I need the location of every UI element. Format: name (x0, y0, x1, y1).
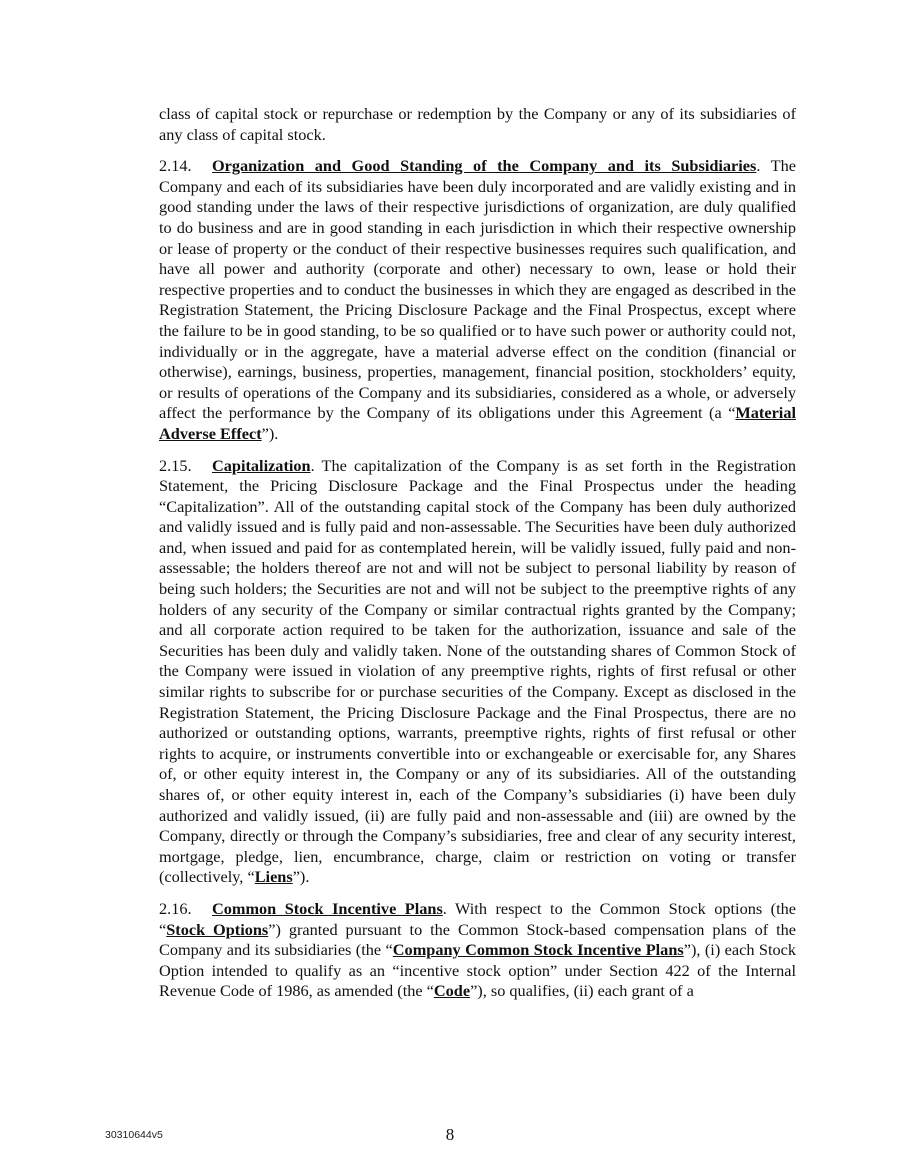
section-text: ”), (i) each Stock Option intended to qualify as an “incentive stock option” under Section 422 of the Internal Revenue Code of 1986, as amended (the “ (159, 940, 797, 1001)
section-heading: Organization and Good Standing of the Company and its Subsidiaries (212, 156, 757, 176)
section-number: 2.16. (159, 898, 192, 918)
defined-term: Company Common Stock Incentive Plans (392, 940, 684, 960)
section-text: ”) granted pursuant to the Common Stock-based compensation plans of the Company and its subsidiaries (the “ (159, 919, 796, 960)
section-2-14 (159, 156, 796, 444)
section-number: 2.14. (159, 156, 192, 176)
page-number: 8 (445, 1125, 455, 1144)
section-2-16 (159, 899, 796, 1002)
paragraph-continuation (159, 104, 796, 145)
section-text: . The capitalization of the Company is as set forth in the Registration Statement, the Pricing Disclosure Package and the Final Prospectus under the heading “Capitalization”. All of the outstanding capital stock of the Company has been duly authorized and validly issued and is fully paid and non-assessable. The Securities have been duly authorized and, when issued and paid for as contemplated herein, will be validly issued, fully paid and non-assessable; the holders thereof are not and will not be subject to personal liability by reason of being such holders; the Securities are not and will not be subject to the preemptive rights of any holders of any security of the Company or similar contractual rights granted by the Company; and all corporate action required to be taken for the authorization, issuance and sale of the Securities has been duly and validly taken. None of the outstanding shares of Common Stock of the Company were issued in violation of any preemptive rights, rights of first refusal or other similar rights to subscribe for or purchase securities of the Company. Except as disclosed in the Registration Statement, the Pricing Disclosure Package and the Final Prospectus, there are no authorized or outstanding options, warrants, preemptive rights, rights of first refusal or other rights to acquire, or instruments convertible into or exchangeable or exercisable for, any Shares of, or other equity interest in, the Company or any of its subsidiaries. All of the outstanding shares of, or other equity interest in, each of the Company’s subsidiaries (i) have been duly authorized and validly issued, (ii) are fully paid and non-assessable and (iii) are owned by the Company, directly or through the Company’s subsidiaries, free and clear of any security interest, mortgage, pledge, lien, encumbrance, charge, claim or restriction on voting or transfer (collectively, “ (159, 455, 796, 887)
section-text: ”), so qualifies, (ii) each grant of a (470, 981, 694, 1001)
section-heading: Capitalization (212, 455, 311, 475)
document-body (159, 104, 796, 1013)
paragraph-text: class of capital stock or repurchase or redemption by the Company or any of its subsidiaries of any class of capital stock. (159, 104, 796, 144)
section-number: 2.15. (159, 455, 192, 475)
section-text: ”). (292, 867, 310, 887)
defined-term: Material Adverse Effect (159, 403, 796, 443)
section-text: ”). (261, 423, 279, 443)
section-text: . With respect to the Common Stock options (the “ (159, 898, 796, 939)
defined-term: Liens (254, 867, 293, 887)
section-2-15 (159, 456, 796, 888)
document-id: 30310644v5 (105, 1129, 163, 1141)
section-heading: Common Stock Incentive Plans (212, 898, 443, 918)
defined-term: Stock Options (166, 919, 269, 939)
defined-term: Code (433, 981, 471, 1001)
section-text: . The Company and each of its subsidiaries have been duly incorporated and are validly existing and in good standing under the laws of their respective jurisdictions of organization, are duly qualified to do business and are in good standing in each jurisdiction in which their respective ownership or lease of property or the conduct of their respective businesses requires such qualification, and have all power and authority (corporate and other) necessary to own, lease or hold their respective properties and to conduct the businesses in which they are engaged as described in the Registration Statement, the Pricing Disclosure Package and the Final Prospectus, except where the failure to be in good standing, to be so qualified or to have such power or authority could not, individually or in the aggregate, have a material adverse effect on the condition (financial or otherwise), earnings, business, properties, management, financial position, stockholders’ equity, or results of operations of the Company and its subsidiaries, considered as a whole, or adversely affect the performance by the Company of its obligations under this Agreement (a “ (159, 156, 796, 423)
